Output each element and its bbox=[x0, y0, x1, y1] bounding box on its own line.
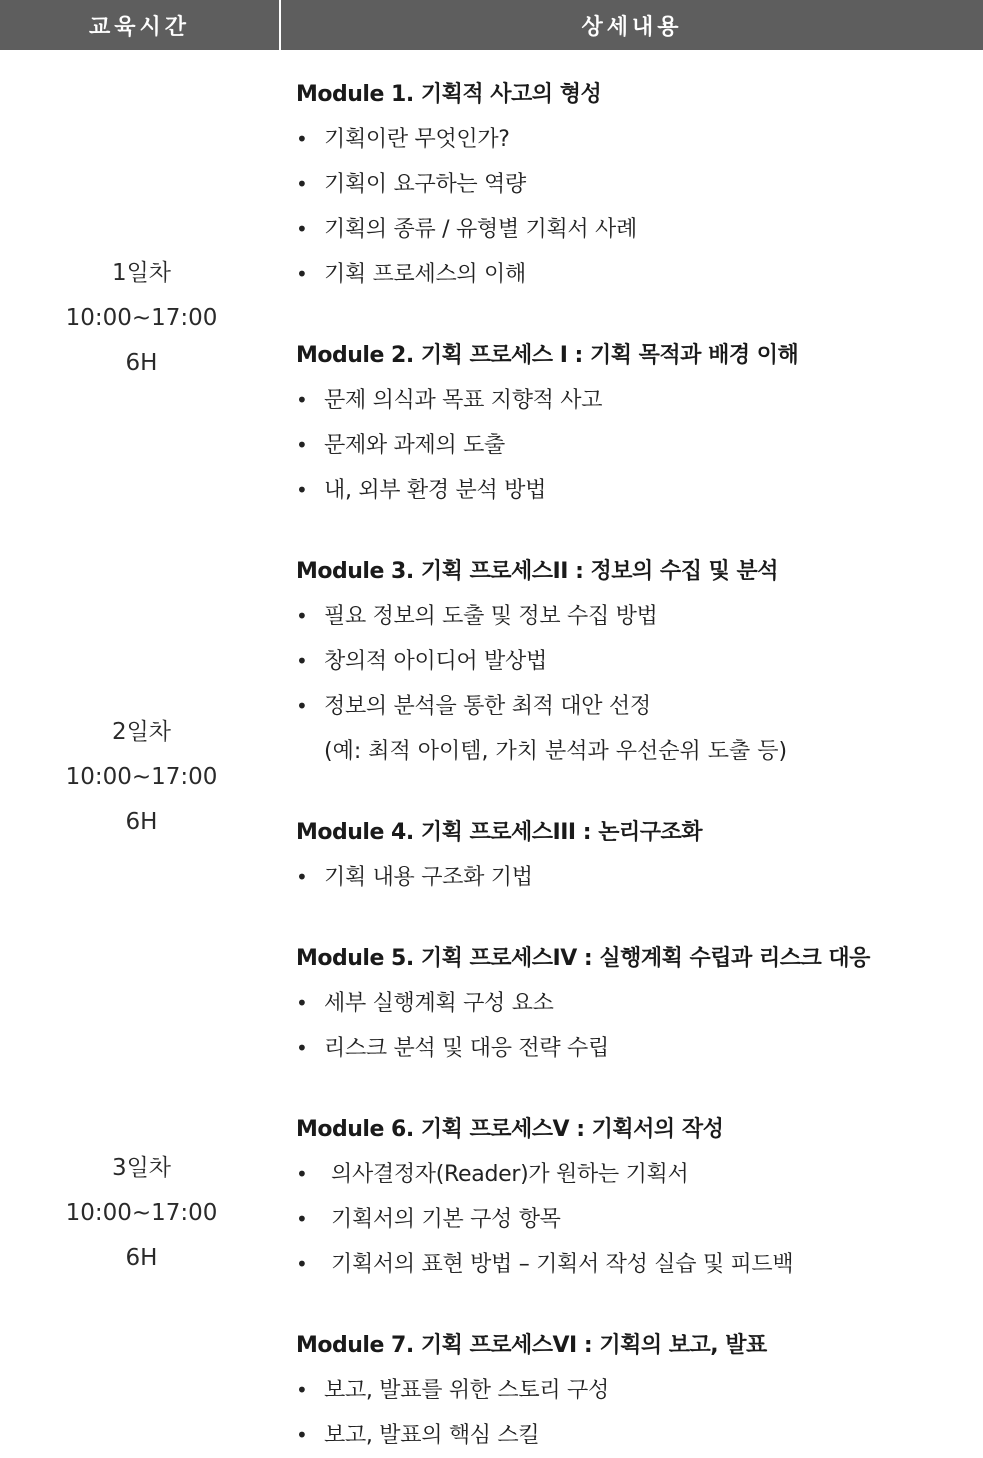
day-hours: 6H bbox=[125, 809, 158, 835]
list-item: • 기획 프로세스의 이해 bbox=[296, 252, 976, 297]
list-item: • 창의적 아이디어 발상법 bbox=[296, 639, 976, 684]
bullet-icon: • bbox=[296, 478, 308, 502]
module-title: Module 2. 기획 프로세스 I : 기획 목적과 배경 이해 bbox=[296, 343, 799, 368]
list-item: • 문제 의식과 목표 지향적 사고 bbox=[296, 378, 976, 423]
bullet-icon: • bbox=[296, 1378, 308, 1402]
list-item: • 내, 외부 환경 분석 방법 bbox=[296, 468, 976, 513]
day-label: 2일차 bbox=[111, 719, 172, 745]
day-time: 10:00~17:00 bbox=[65, 305, 218, 331]
list-item: • 세부 실행계획 구성 요소 bbox=[296, 981, 976, 1026]
day-time: 10:00~17:00 bbox=[65, 764, 218, 790]
module-3 bbox=[296, 549, 976, 774]
module-title: Module 1. 기획적 사고의 형성 bbox=[296, 82, 602, 107]
list-item: • 필요 정보의 도출 및 정보 수집 방법 bbox=[296, 594, 976, 639]
day-1-cell bbox=[0, 251, 283, 386]
bullet-icon: • bbox=[296, 127, 308, 151]
bullet-icon: • bbox=[296, 1423, 308, 1447]
list-item-note: (예: 최적 아이템, 가치 분석과 우선순위 도출 등) bbox=[324, 739, 788, 764]
module-title: Module 5. 기획 프로세스IV : 실행계획 수립과 리스크 대응 bbox=[296, 946, 870, 971]
list-item: • 기획이란 무엇인가? bbox=[296, 117, 976, 162]
list-item: • 기획이 요구하는 역량 bbox=[296, 162, 976, 207]
bullet-icon: • bbox=[296, 433, 308, 457]
day-hours: 6H bbox=[125, 350, 158, 376]
bullet-icon: • bbox=[296, 604, 308, 628]
day-time: 10:00~17:00 bbox=[65, 1200, 218, 1226]
day-2-cell bbox=[0, 710, 283, 845]
list-item: • 기획 내용 구조화 기법 bbox=[296, 855, 976, 900]
bullet-icon: • bbox=[296, 1252, 308, 1276]
bullet-icon: • bbox=[296, 388, 308, 412]
list-item: • 문제와 과제의 도출 bbox=[296, 423, 976, 468]
list-item: • 리스크 분석 및 대응 전략 수립 bbox=[296, 1026, 976, 1071]
bullet-icon: • bbox=[296, 217, 308, 241]
day-label: 1일차 bbox=[111, 260, 172, 286]
module-title: Module 4. 기획 프로세스III : 논리구조화 bbox=[296, 820, 702, 845]
table-header bbox=[0, 0, 983, 50]
module-7 bbox=[296, 1323, 976, 1458]
bullet-icon: • bbox=[296, 865, 308, 889]
header-time-label: 교육시간 bbox=[0, 0, 281, 50]
day-label: 3일차 bbox=[111, 1155, 172, 1181]
list-item: • 기획의 종류 / 유형별 기획서 사례 bbox=[296, 207, 976, 252]
bullet-icon: • bbox=[296, 1162, 308, 1186]
bullet-icon: • bbox=[296, 262, 308, 286]
list-item: • 정보의 분석을 통한 최적 대안 선정 bbox=[296, 684, 976, 729]
bullet-icon: • bbox=[296, 649, 308, 673]
bullet-icon: • bbox=[296, 694, 308, 718]
header-detail-label: 상세내용 bbox=[581, 14, 683, 40]
module-1 bbox=[296, 72, 976, 297]
bullet-icon: • bbox=[296, 1036, 308, 1060]
module-title: Module 3. 기획 프로세스II : 정보의 수집 및 분석 bbox=[296, 559, 779, 584]
bullet-icon: • bbox=[296, 1207, 308, 1231]
module-title: Module 7. 기획 프로세스VI : 기획의 보고, 발표 bbox=[296, 1333, 767, 1358]
list-item: • 기획서의 표현 방법 – 기획서 작성 실습 및 피드백 bbox=[296, 1242, 976, 1287]
day-3-cell bbox=[0, 1146, 283, 1281]
detail-content bbox=[296, 72, 976, 1458]
list-item: • 의사결정자(Reader)가 원하는 기획서 bbox=[296, 1152, 976, 1197]
module-5 bbox=[296, 936, 976, 1071]
module-title: Module 6. 기획 프로세스V : 기획서의 작성 bbox=[296, 1117, 724, 1142]
day-hours: 6H bbox=[125, 1245, 158, 1271]
bullet-icon: • bbox=[296, 172, 308, 196]
list-item: • 보고, 발표의 핵심 스킬 bbox=[296, 1413, 976, 1458]
module-4 bbox=[296, 810, 976, 900]
module-6 bbox=[296, 1107, 976, 1287]
list-item: • 기획서의 기본 구성 항목 bbox=[296, 1197, 976, 1242]
module-2 bbox=[296, 333, 976, 513]
bullet-icon: • bbox=[296, 991, 308, 1015]
list-item: • 보고, 발표를 위한 스토리 구성 bbox=[296, 1368, 976, 1413]
